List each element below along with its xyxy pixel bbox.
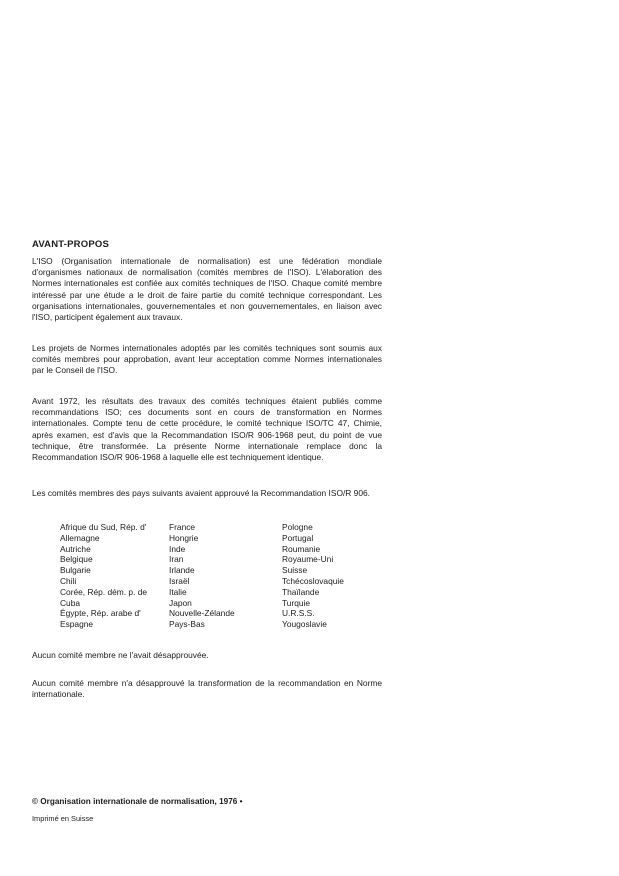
country-item: Portugal (282, 532, 314, 543)
country-item: Tchécoslovaquie (282, 575, 344, 586)
country-column-2 (169, 522, 235, 630)
country-item: Chili (60, 575, 77, 586)
country-item: Japon (169, 597, 192, 608)
country-item: Suisse (282, 565, 308, 576)
country-item: Corée, Rép. dém. p. de (60, 586, 148, 597)
country-item: Espagne (60, 619, 94, 630)
country-item: Allemagne (60, 532, 100, 543)
country-list (60, 522, 400, 642)
country-item: Israël (169, 575, 190, 586)
foreword-paragraph-approval: Les projets de Normes internationales adoptés par les comités techniques sont soumis aux comités membres pour approbation, avant leur acceptation comme Normes internationales par le Conseil de l'ISO. (32, 343, 382, 376)
country-item: Iran (169, 554, 184, 565)
country-item: Italie (169, 586, 187, 597)
country-item: Afrique du Sud, Rép. d' (60, 522, 147, 532)
country-item: Nouvelle-Zélande (169, 608, 235, 619)
country-item: Belgique (60, 554, 93, 565)
copyright-notice: © Organisation internationale de normalisation, 1976 • (32, 797, 243, 806)
foreword-paragraph-transformation-approval: Aucun comité membre n'a désapprouvé la transformation de la recommandation en Norme internationale. (32, 678, 382, 700)
foreword-paragraph-no-disapproval: Aucun comité membre ne l'avait désapprouvée. (32, 650, 209, 660)
foreword-paragraph-iso-intro: L'ISO (Organisation internationale de normalisation) est une fédération mondiale d'organismes nationaux de normalisation (comités membres de l'ISO). L'élaboration des Normes internationales est confiée aux comités techniques de l'ISO. Chaque comité membre intéressé par une étude a le droit de faire partie du comité technique correspondant. Les organisations internationales, gouvernementales et non gouvernementales, en liaison avec l'ISO, participent également aux travaux. (32, 256, 382, 323)
country-item: Royaume-Uni (282, 554, 334, 565)
country-item: Roumanie (282, 543, 321, 554)
country-item: Égypte, Rép. arabe d' (60, 608, 141, 619)
country-item: Irlande (169, 565, 195, 576)
country-item: Thaïlande (282, 586, 320, 597)
country-item: Pays-Bas (169, 619, 205, 630)
country-item: France (169, 522, 196, 532)
country-item: Bulgarie (60, 565, 91, 576)
country-item: Turquie (282, 597, 311, 608)
country-item: Autriche (60, 543, 91, 554)
country-item: Cuba (60, 597, 81, 608)
country-item: Pologne (282, 522, 313, 532)
foreword-paragraph-member-bodies: Les comités membres des pays suivants avaient approuvé la Recommandation ISO/R 906. (32, 488, 370, 498)
foreword-heading: AVANT-PROPOS (32, 239, 109, 250)
country-item: Inde (169, 543, 186, 554)
country-item: Yougoslavie (282, 619, 327, 630)
country-item: U.R.S.S. (282, 608, 315, 619)
printed-in-notice: Imprimé en Suisse (32, 814, 94, 823)
country-column-3 (282, 522, 344, 630)
foreword-paragraph-transformation: Avant 1972, les résultats des travaux des comités techniques étaient publiés comme recommandations ISO; ces documents sont en cours de transformation en Normes internationales. Compte tenu de cette procédure, le comité technique ISO/TC 47, Chimie, après examen, est d'avis que la Recommandation ISO/R 906-1968 peut, du point de vue technique, être transformée. La présente Norme internationale remplace donc la Recommandation ISO/R 906-1968 à laquelle elle est techniquement identique. (32, 396, 382, 463)
country-item: Hongrie (169, 532, 199, 543)
country-column-1 (60, 522, 147, 630)
